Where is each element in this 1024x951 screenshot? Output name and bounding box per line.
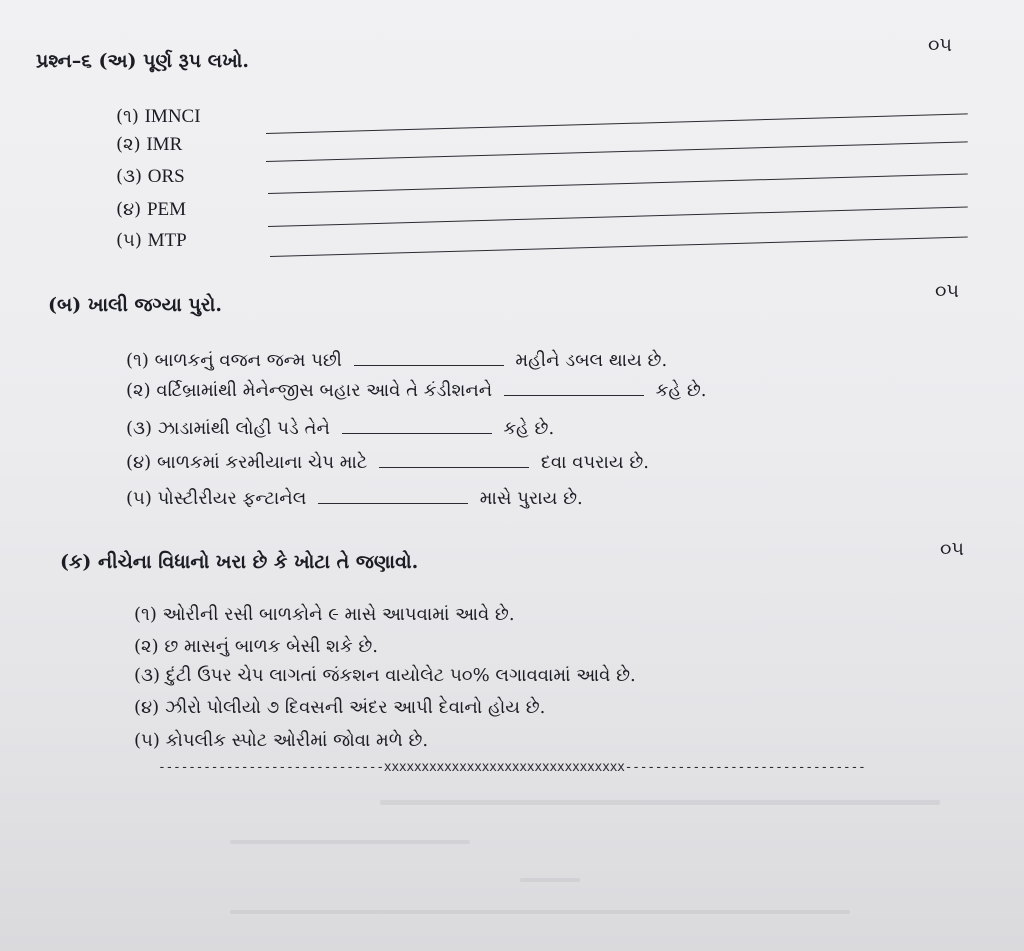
item-number: (૨) <box>134 636 159 657</box>
item-number: (૫) <box>134 730 160 751</box>
answer-line-2[interactable] <box>266 141 968 162</box>
section-a-item-2 <box>116 134 182 156</box>
item-text-before: પોસ્ટીરીયર ફન્ટાનેલ <box>157 488 307 509</box>
fill-blank-5[interactable] <box>318 502 468 504</box>
item-text-before: બાળકમાં કરમીયાના ચેપ માટે <box>156 452 368 473</box>
section-b-marks: ૦૫ <box>935 280 959 302</box>
fill-blank-2[interactable] <box>504 394 644 396</box>
item-number: (૧) <box>126 350 149 371</box>
section-c-item-2 <box>134 636 378 657</box>
statement-text: કોપલીક સ્પોટ ઓરીમાં જોવા મળે છે. <box>165 730 429 751</box>
item-text-after: કહે છે. <box>503 418 555 439</box>
section-b-item-2 <box>126 380 707 401</box>
item-text-before: બાળકનું વજન જન્મ પછી <box>154 350 342 371</box>
item-number: (૩) <box>116 166 143 187</box>
item-text-after: કહે છે. <box>655 380 707 401</box>
item-text-after: મહીને ડબલ થાય છે. <box>515 350 668 371</box>
item-number: (૩) <box>134 665 161 686</box>
statement-text: છ માસનું બાળક બેસી શકે છે. <box>164 636 379 657</box>
section-b-item-4 <box>126 452 649 473</box>
fill-blank-4[interactable] <box>379 466 529 468</box>
answer-line-4[interactable] <box>268 206 968 227</box>
item-number: (૪) <box>134 697 160 718</box>
fill-blank-1[interactable] <box>354 364 504 366</box>
statement-text: ઝીરો પોલીયો ૭ દિવસની અંદર આપી દેવાનો હોય છે. <box>164 697 546 718</box>
abbreviation: PEM <box>146 199 187 220</box>
section-c-item-1 <box>134 604 515 625</box>
section-a-heading: પ્રશ્ન–૬ (અ) પૂર્ણ રૂપ લખો. <box>36 50 250 72</box>
item-number: (૨) <box>116 134 141 155</box>
section-b-item-5 <box>126 488 583 509</box>
abbreviation: MTP <box>147 230 187 251</box>
item-number: (૫) <box>116 230 142 251</box>
section-c-item-3 <box>134 665 636 686</box>
abbreviation: ORS <box>147 166 185 187</box>
section-c-item-4 <box>134 697 545 718</box>
item-text-after: દવા વપરાય છે. <box>540 452 649 473</box>
statement-text: ઓરીની રસી બાળકોને ૯ માસે આપવામાં આવે છે. <box>162 604 515 625</box>
bleed-through-texture <box>0 770 1024 951</box>
answer-line-5[interactable] <box>270 237 968 257</box>
fill-blank-3[interactable] <box>342 432 492 434</box>
answer-line-3[interactable] <box>268 173 968 194</box>
item-text-before: ઝાડામાંથી લોહી પડે તેને <box>157 418 330 439</box>
item-number: (૫) <box>126 488 152 509</box>
section-b-item-1 <box>126 350 667 371</box>
section-b-heading: (બ) ખાલી જગ્યા પુરો. <box>48 294 222 316</box>
item-number: (૧) <box>116 106 139 127</box>
section-b-item-3 <box>126 418 554 439</box>
section-a-marks: ૦૫ <box>928 34 952 56</box>
section-a-item-1 <box>116 106 201 128</box>
abbreviation: IMNCI <box>144 106 201 127</box>
item-number: (૪) <box>116 199 142 220</box>
section-a-item-3 <box>116 166 185 188</box>
section-a-item-5 <box>116 230 187 252</box>
section-a-item-4 <box>116 199 186 221</box>
item-text-before: વર્ટિબ્રામાંથી મેનેન્જીસ બહાર આવે તે કંડીશનને <box>156 380 493 401</box>
answer-line-1[interactable] <box>266 113 968 134</box>
item-number: (૨) <box>126 380 151 401</box>
end-of-paper-divider: ------------------------------xxxxxxxxxxxxxxxxxxxxxxxxxxxxxxxx-------------------------------- <box>158 760 866 775</box>
item-number: (૧) <box>134 604 157 625</box>
item-number: (૪) <box>126 452 152 473</box>
section-c-marks: ૦૫ <box>940 538 964 560</box>
statement-text: દુંટી ઉપર ચેપ લાગતાં જંકશન વાયોલેટ ૫૦% લગાવવામાં આવે છે. <box>165 665 636 686</box>
section-c-item-5 <box>134 730 428 751</box>
item-text-after: માસે પુરાય છે. <box>479 488 583 509</box>
abbreviation: IMR <box>146 134 183 155</box>
section-c-heading: (ક) નીચેના વિધાનો ખરા છે કે ખોટા તે જણાવો. <box>60 551 419 573</box>
item-number: (૩) <box>126 418 153 439</box>
